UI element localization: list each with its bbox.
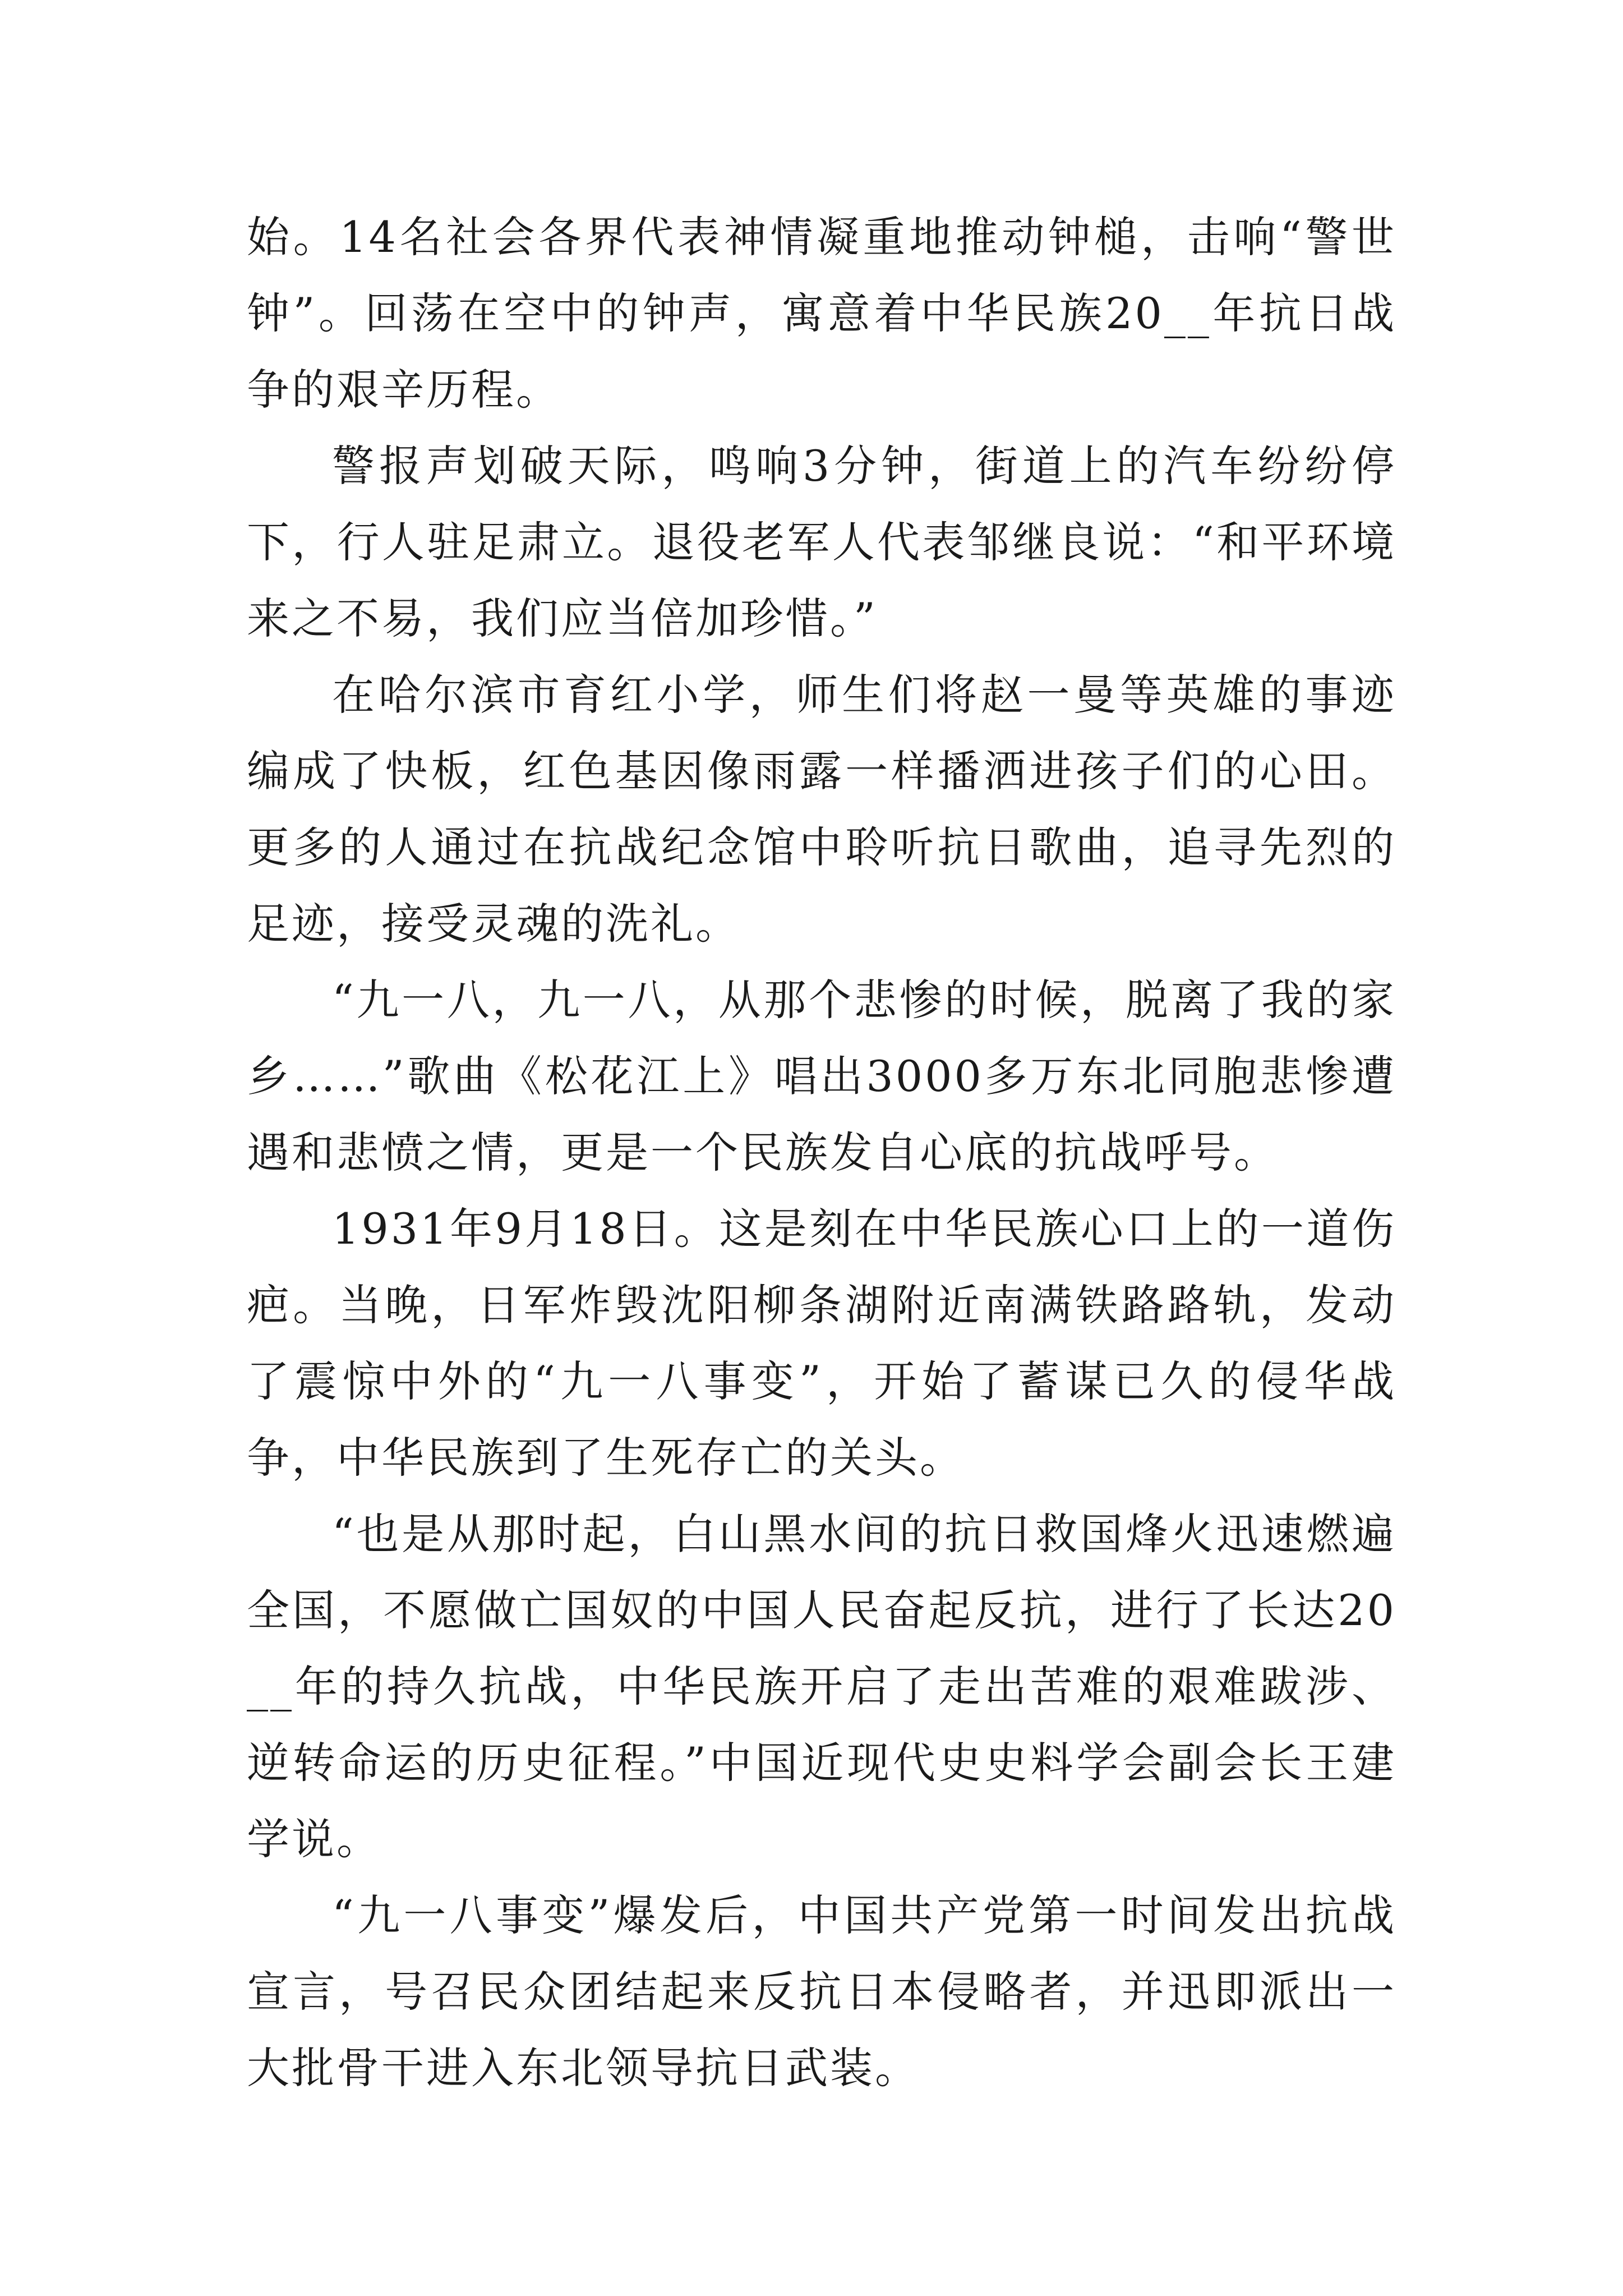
paragraph: “也是从那时起，白山黑水间的抗日救国烽火迅速燃遍全国，不愿做亡国奴的中国人民奋起反抗，进行了长达20__年的持久抗战，中华民族开启了走出苦难的艰难跋涉、逆转命运的历史征程。”中国近现代史史料学会副会长王建学说。: [247, 1509, 1396, 1864]
document-body: [247, 199, 1396, 2106]
paragraph: 1931年9月18日。这是刻在中华民族心口上的一道伤疤。当晚，日军炸毁沈阳柳条湖附近南满铁路路轨，发动了震惊中外的“九一八事变”，开始了蓄谋已久的侵华战争，中华民族到了生死存亡的关头。: [247, 1204, 1396, 1483]
paragraph: 警报声划破天际，鸣响3分钟，街道上的汽车纷纷停下，行人驻足肃立。退役老军人代表邹继良说：“和平环境来之不易，我们应当倍加珍惜。”: [247, 441, 1396, 643]
paragraph: 在哈尔滨市育红小学，师生们将赵一曼等英雄的事迹编成了快板，红色基因像雨露一样播洒进孩子们的心田。更多的人通过在抗战纪念馆中聆听抗日歌曲，追寻先烈的足迹，接受灵魂的洗礼。: [247, 670, 1396, 949]
paragraph: “九一八事变”爆发后，中国共产党第一时间发出抗战宣言，号召民众团结起来反抗日本侵略者，并迅即派出一大批骨干进入东北领导抗日武装。: [247, 1890, 1396, 2093]
paragraph: “九一八，九一八，从那个悲惨的时候，脱离了我的家乡……”歌曲《松花江上》唱出3000多万东北同胞悲惨遭遇和悲愤之情，更是一个民族发自心底的抗战呼号。: [247, 975, 1396, 1177]
paragraph-continuation: 始。14名社会各界代表神情凝重地推动钟槌，击响“警世钟”。回荡在空中的钟声，寓意着中华民族20__年抗日战争的艰辛历程。: [247, 212, 1396, 415]
